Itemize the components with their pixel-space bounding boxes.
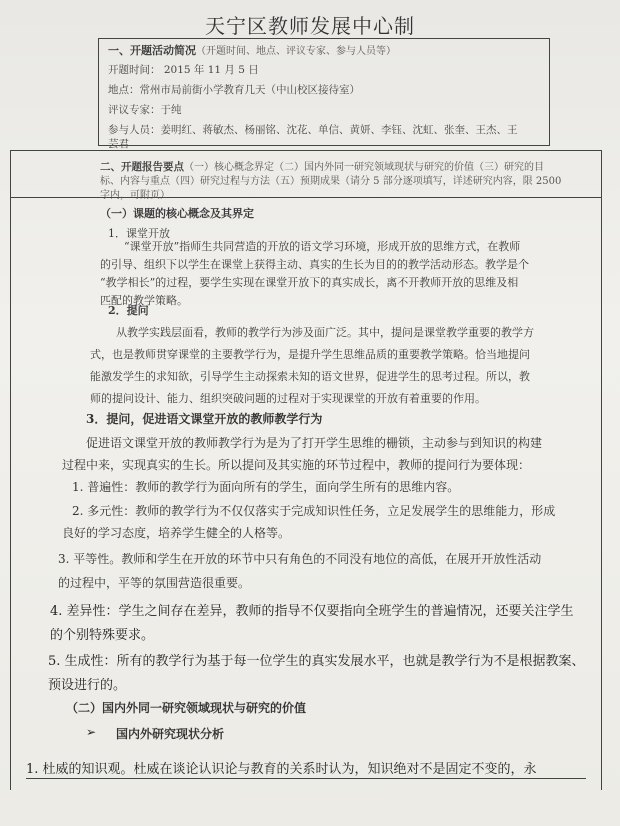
item1-title: 1．课堂开放 <box>108 227 170 240</box>
point-4: 4. 差异性：学生之间存在差异，教师的指导不仅要指向全班学生的普遍情况，还要关注学生 <box>50 604 574 619</box>
table-divider <box>10 197 602 198</box>
participants-line-2: 芸君 <box>108 138 129 150</box>
open-place: 地点：常州市局前街小学教育几天（中山校区接待室） <box>108 84 360 96</box>
section2-heading-line3: 字内，可附页） <box>100 190 170 201</box>
section1-heading: 一、开题活动简况 <box>108 44 196 57</box>
item3-title: 3．提问，促进语文课堂开放的教师教学行为 <box>86 412 323 426</box>
section1-heading-row <box>108 42 396 58</box>
item1-line: 的引导、组织下以学生在课堂上获得主动、真实的生长为目的的教学活动形态。教学是个 <box>100 258 529 271</box>
point-3-cont: 的过程中，平等的氛围营造很重要。 <box>58 576 251 590</box>
item1-line: “教学相长”的过程，要学生实现在课堂开放下的真实成长，离不开教师开放的思维及相 <box>100 276 519 289</box>
sub2-title: （二）国内外同一研究领域现状与研究的价值 <box>66 701 307 715</box>
section2-heading-line2: 标、内容与重点（四）研究过程与方法（五）预期成果（请分 5 部分逐项填写，详述研究内容，限 2500 <box>100 176 562 187</box>
sub1-title: （一）课题的核心概念及其界定 <box>100 207 254 220</box>
point-2-cont: 良好的学习态度，培养学生健全的人格等。 <box>62 526 291 540</box>
point-2: 2. 多元性：教师的教学行为不仅仅落实于完成知识性任务，立足发展学生的思维能力，形成 <box>72 504 556 518</box>
section2-heading-text: （一）核心概念界定（二）国内外同一研究领域现状与研究的价值（三）研究的目 <box>184 162 544 173</box>
table-divider <box>26 778 586 779</box>
item2-line: 式，也是教师贯穿课堂的主要教学行为，是提升学生思维品质的重要教学策略。恰当地提问 <box>90 348 530 361</box>
bullet-arrow-icon: ➢ <box>86 725 97 739</box>
item3-line: 过程中来，实现真实的生长。所以提问及其实施的环节过程中，教师的提问行为要体现： <box>62 458 531 472</box>
review-experts: 评议专家：于纯 <box>108 104 182 116</box>
page-title: 天宁区教师发展中心制 <box>205 14 415 38</box>
item3-line: 促进语文课堂开放的教师教学行为是为了打开学生思维的栅锁，主动参与到知识的构建 <box>86 436 543 450</box>
item2-line: 能激发学生的求知欲，引导学生主动探索未知的语文世界，促进学生的思考过程。所以，教 <box>90 370 530 383</box>
point-1: 1. 普遍性：教师的教学行为面向所有的学生，面向学生所有的思维内容。 <box>72 480 460 494</box>
section1-heading-note: （开题时间、地点、评议专家、参与人员等） <box>196 46 396 57</box>
point-3: 3. 平等性。教师和学生在开放的环节中只有角色的不同没有地位的高低，在展开开放性活动 <box>58 552 542 566</box>
item2-line: 师的提问设计、能力、组织突破问题的过程对于实现课堂的开放有着重要的作用。 <box>90 392 486 405</box>
open-time: 开题时间： 2015 年 11 月 5 日 <box>108 64 259 76</box>
table-divider <box>10 150 602 151</box>
point-5-cont: 预设进行的。 <box>48 678 127 693</box>
sub2-bullet: 国内外研究现状分析 <box>116 727 225 741</box>
item2-title: 2．提问 <box>108 304 149 317</box>
item1-line: 匹配的教学策略。 <box>100 294 188 307</box>
item2-line: 从教学实践层面看，教师的教学行为涉及面广泛。其中，提问是课堂教学重要的教学方 <box>116 326 534 339</box>
item1-line: “课堂开放”指师生共同营造的开放的语文学习环境，形成开放的思维方式，在教师 <box>124 240 521 253</box>
last-line: 1. 杜威的知识观。杜威在谈论认识论与教育的关系时认为，知识绝对不是固定不变的，永 <box>26 762 537 777</box>
point-5: 5. 生成性：所有的教学行为基于每一位学生的真实发展水平，也就是教学行为不是根据教案、 <box>48 654 585 669</box>
section2-heading: 二、开题报告要点 <box>100 161 184 173</box>
point-4-cont: 的个别特殊要求。 <box>50 628 155 643</box>
participants-line-1: 参与人员：姜明红、蒋敏杰、杨丽铭、沈花、单信、黄妍、李钰、沈虹、张奎、王杰、王 <box>108 124 518 136</box>
